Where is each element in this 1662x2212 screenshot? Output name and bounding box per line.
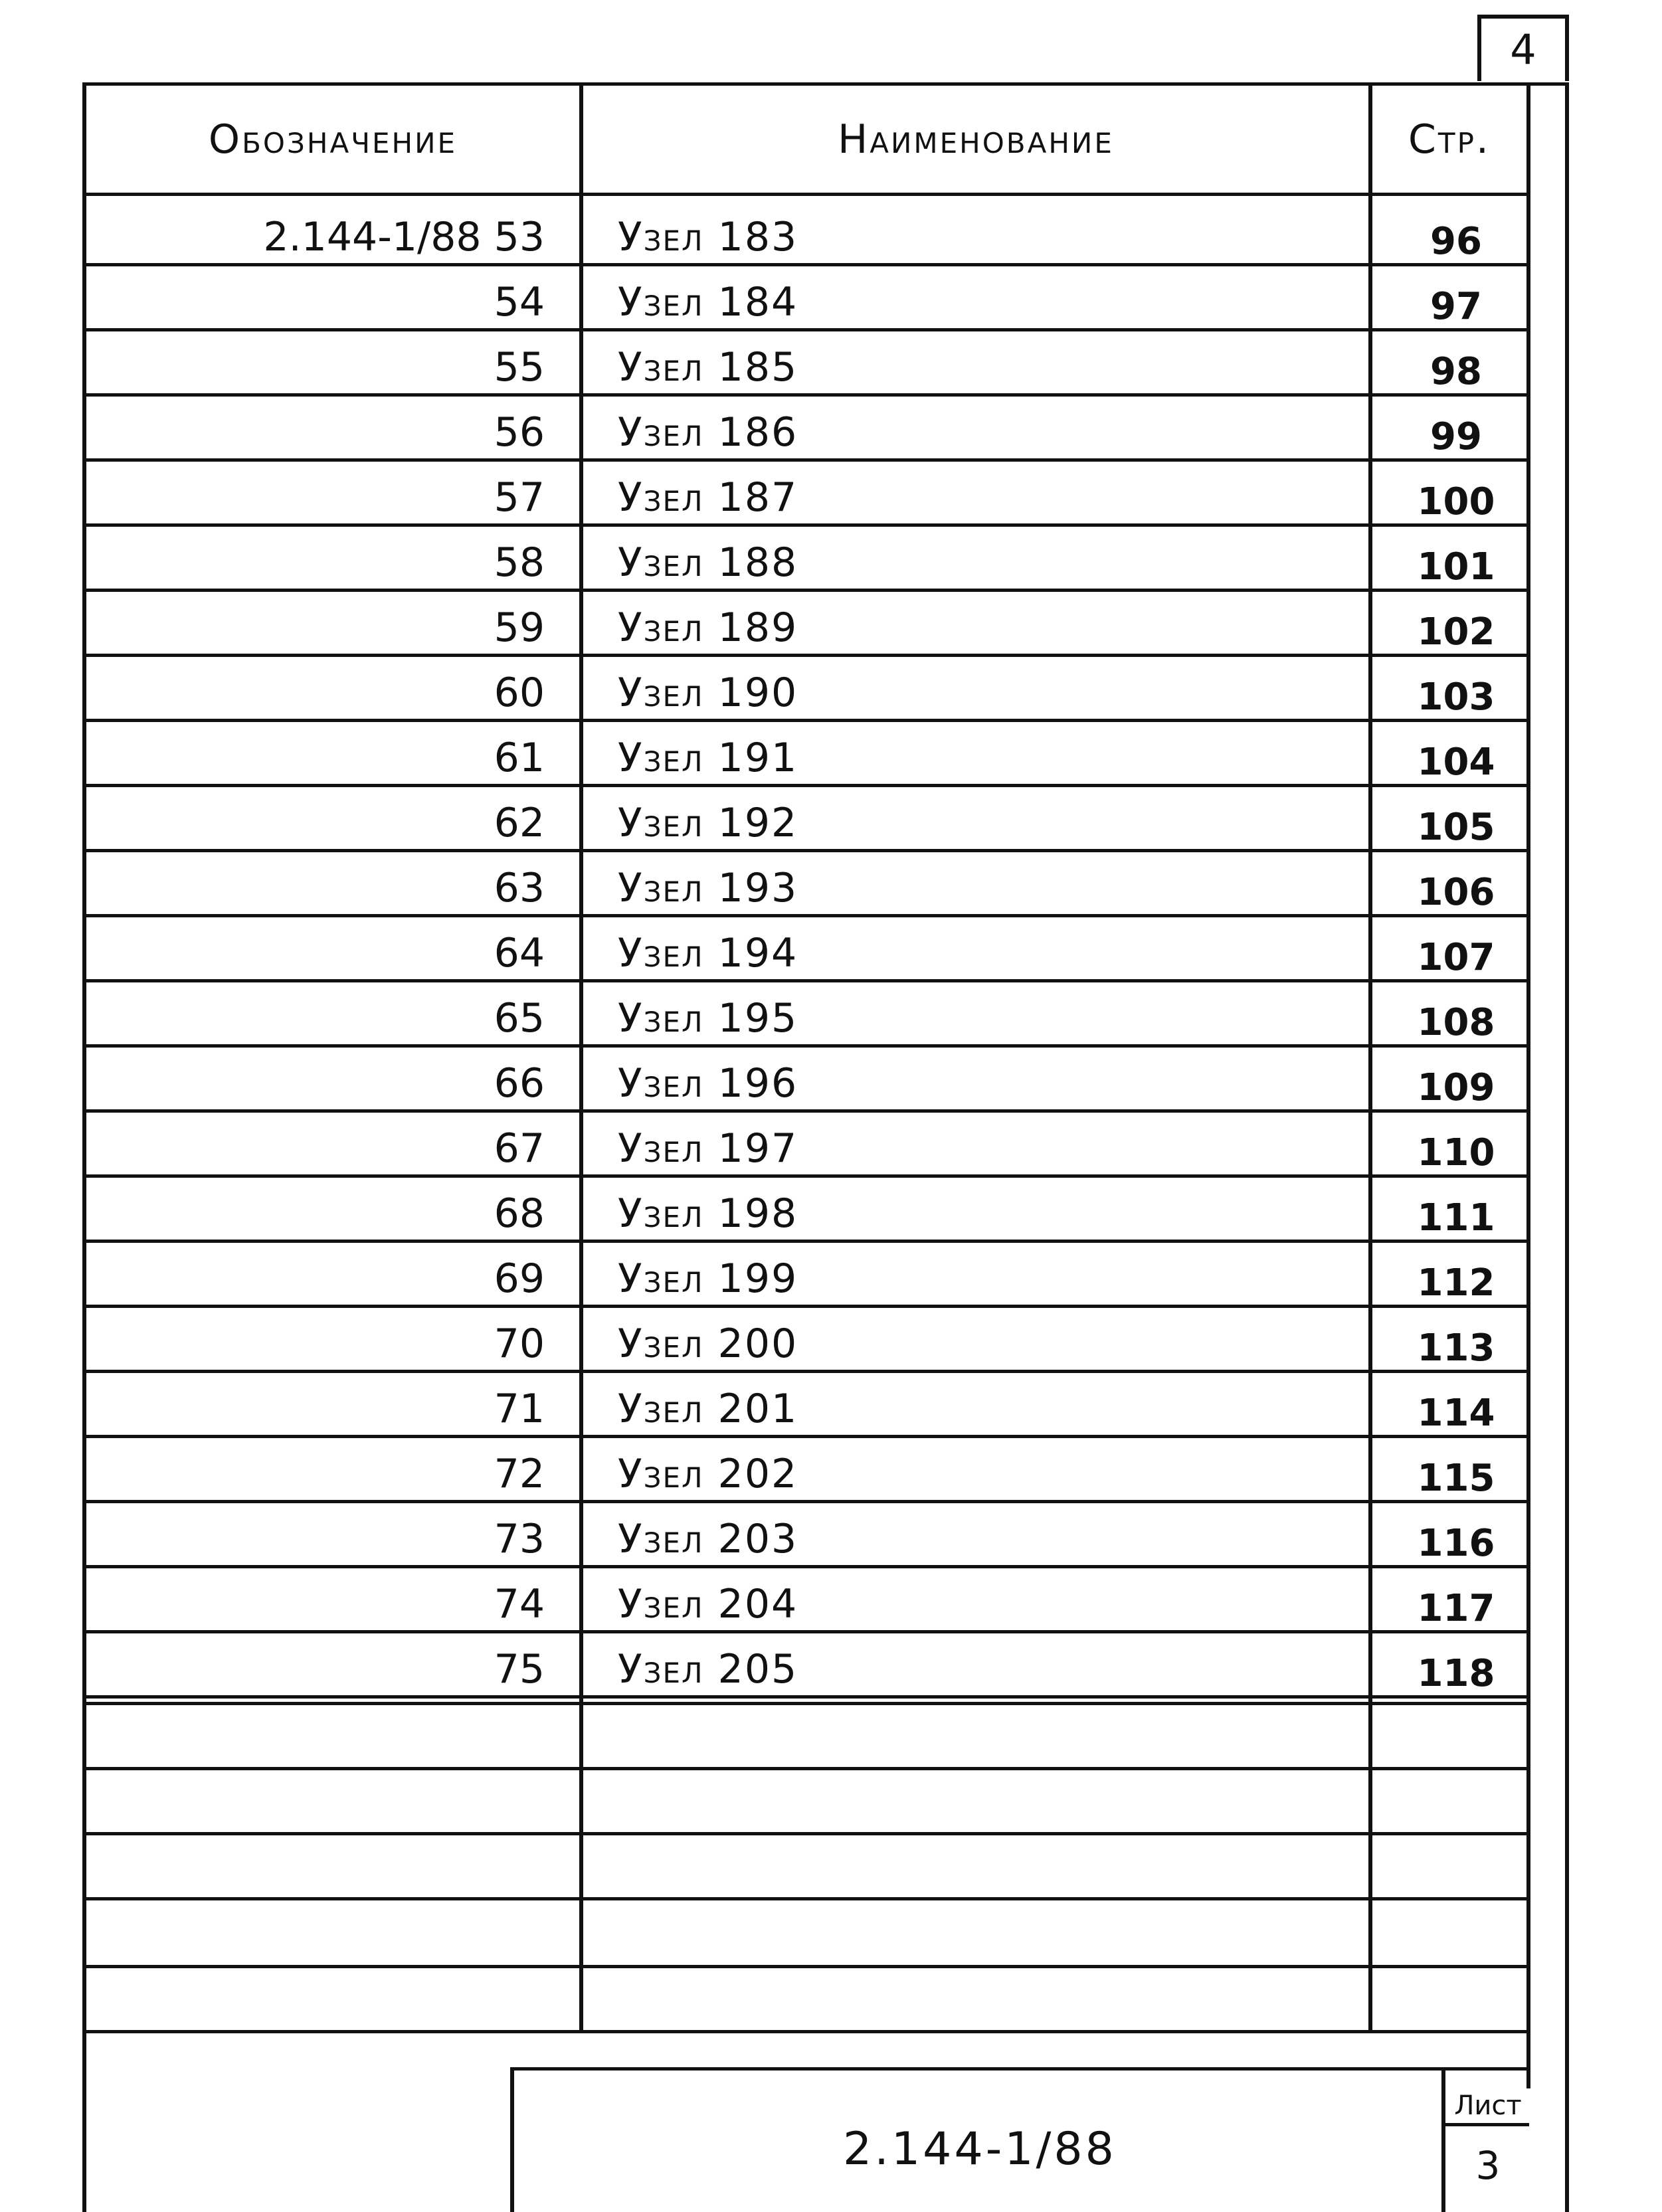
row-designation: 75 [494,1646,545,1693]
row-designation: 69 [494,1255,545,1302]
row-page: 113 [1417,1326,1495,1370]
row-name: Узел 184 [618,279,798,325]
row-divider-line [82,1630,1529,1633]
table-row [0,660,1662,725]
row-name: Узел 195 [618,995,798,1042]
row-divider-line [82,263,1529,266]
row-designation: 66 [494,1060,545,1107]
row-page: 105 [1417,805,1495,849]
table-row [0,335,1662,400]
row-page: 118 [1417,1651,1495,1695]
row-designation: 57 [494,474,545,521]
table-row [0,1246,1662,1311]
row-page: 116 [1417,1521,1495,1565]
row-page: 109 [1417,1065,1495,1109]
row-divider-line [82,1305,1529,1308]
table-row [0,1507,1662,1572]
table-row [0,921,1662,986]
row-divider-line [82,1695,1529,1699]
table-row [0,1572,1662,1637]
header-page: Стр. [1408,116,1491,163]
row-name: Узел 188 [618,539,798,586]
row-divider-line [82,1565,1529,1568]
row-page: 106 [1417,870,1495,914]
page-number: 4 [1510,25,1536,74]
table-row [0,856,1662,921]
row-name: Узел 205 [618,1646,798,1693]
table-row [0,790,1662,856]
table-row [0,725,1662,790]
row-name: Узел 191 [618,735,798,781]
table-row [0,1181,1662,1246]
row-divider-line [82,914,1529,917]
row-name: Узел 187 [618,474,798,521]
table-row [0,270,1662,335]
row-page: 104 [1417,740,1495,784]
row-page: 117 [1417,1586,1495,1630]
row-divider-line [82,458,1529,462]
row-divider-line [82,849,1529,852]
row-name: Узел 201 [618,1386,798,1432]
row-page: 111 [1417,1196,1495,1240]
row-designation: 67 [494,1125,545,1172]
row-page: 103 [1417,675,1495,719]
row-divider-line [82,589,1529,592]
row-name: Узел 200 [618,1321,798,1367]
row-divider-line [82,1435,1529,1438]
row-page: 98 [1430,349,1482,393]
row-designation: 54 [494,279,545,325]
row-name: Узел 198 [618,1190,798,1237]
row-page: 115 [1417,1456,1495,1500]
header-designation: Обозначение [208,116,458,163]
row-divider-line [82,719,1529,722]
stamp-sheet-divider [1441,2067,1445,2212]
row-name: Узел 186 [618,409,798,456]
stamp-sheet-label: Лист [1454,2090,1522,2121]
row-name: Узел 183 [618,214,798,260]
row-designation: 73 [494,1516,545,1562]
row-divider-line [82,523,1529,527]
row-designation: 61 [494,735,545,781]
table-row [0,530,1662,595]
stamp-document-code: 2.144-1/88 [843,2122,1117,2175]
empty-row-line [82,1832,1529,1835]
row-page: 96 [1430,219,1482,263]
row-designation: 63 [494,865,545,911]
row-divider-line [82,1370,1529,1373]
table-row [0,1376,1662,1441]
row-name: Узел 202 [618,1451,798,1497]
row-designation: 64 [494,930,545,976]
stamp-left-line [510,2067,514,2212]
row-name: Узел 197 [618,1125,798,1172]
row-designation: 74 [494,1581,545,1627]
row-divider-line [82,784,1529,787]
row-page: 110 [1417,1131,1495,1174]
row-designation: 71 [494,1386,545,1432]
table-row [0,1637,1662,1702]
header-bottom-line [82,193,1529,196]
table-row [0,1441,1662,1507]
table-bottom-line [82,2030,1529,2033]
row-designation: 68 [494,1190,545,1237]
row-page: 97 [1430,284,1482,328]
row-page: 114 [1417,1391,1495,1435]
table-row [0,465,1662,530]
row-name: Узел 203 [618,1516,798,1562]
row-name: Узел 190 [618,670,798,716]
row-designation: 72 [494,1451,545,1497]
row-name: Узел 204 [618,1581,798,1627]
row-name: Узел 185 [618,344,798,391]
row-name: Узел 199 [618,1255,798,1302]
table-row [0,1116,1662,1181]
row-designation: 60 [494,670,545,716]
row-page: 108 [1417,1000,1495,1044]
row-divider-line [82,1109,1529,1113]
row-page: 112 [1417,1261,1495,1305]
row-divider-line [82,979,1529,982]
row-divider-line [82,1044,1529,1048]
row-page: 102 [1417,610,1495,654]
row-divider-line [82,1240,1529,1243]
table-row [0,205,1662,270]
row-page: 99 [1430,415,1482,458]
empty-row-line [82,1897,1529,1900]
row-divider-line [82,393,1529,397]
row-divider-line [82,328,1529,331]
empty-row-line [82,1767,1529,1770]
row-name: Узел 192 [618,800,798,846]
row-divider-line [82,1500,1529,1503]
empty-row-line [82,1965,1529,1968]
header-name: Наименование [838,116,1114,163]
row-page: 107 [1417,935,1495,979]
row-page: 101 [1417,545,1495,589]
table-row [0,595,1662,660]
empty-row-line [82,1702,1529,1705]
row-divider-line [82,654,1529,657]
row-designation: 62 [494,800,545,846]
row-designation: 55 [494,344,545,391]
row-divider-line [82,1174,1529,1178]
frame-top-border [82,82,1569,86]
row-designation: 59 [494,604,545,651]
row-name: Узел 189 [618,604,798,651]
row-page: 100 [1417,480,1495,523]
row-designation: 65 [494,995,545,1042]
table-row [0,1311,1662,1376]
table-row [0,1051,1662,1116]
stamp-top-line [510,2067,1529,2071]
row-name: Узел 193 [618,865,798,911]
row-designation: 56 [494,409,545,456]
row-designation: 70 [494,1321,545,1367]
table-row [0,986,1662,1051]
stamp-sheet-number: 3 [1475,2143,1501,2188]
row-name: Узел 196 [618,1060,798,1107]
row-designation: 2.144-1/88 53 [263,214,545,260]
table-row [0,400,1662,465]
row-designation: 58 [494,539,545,586]
row-name: Узел 194 [618,930,798,976]
